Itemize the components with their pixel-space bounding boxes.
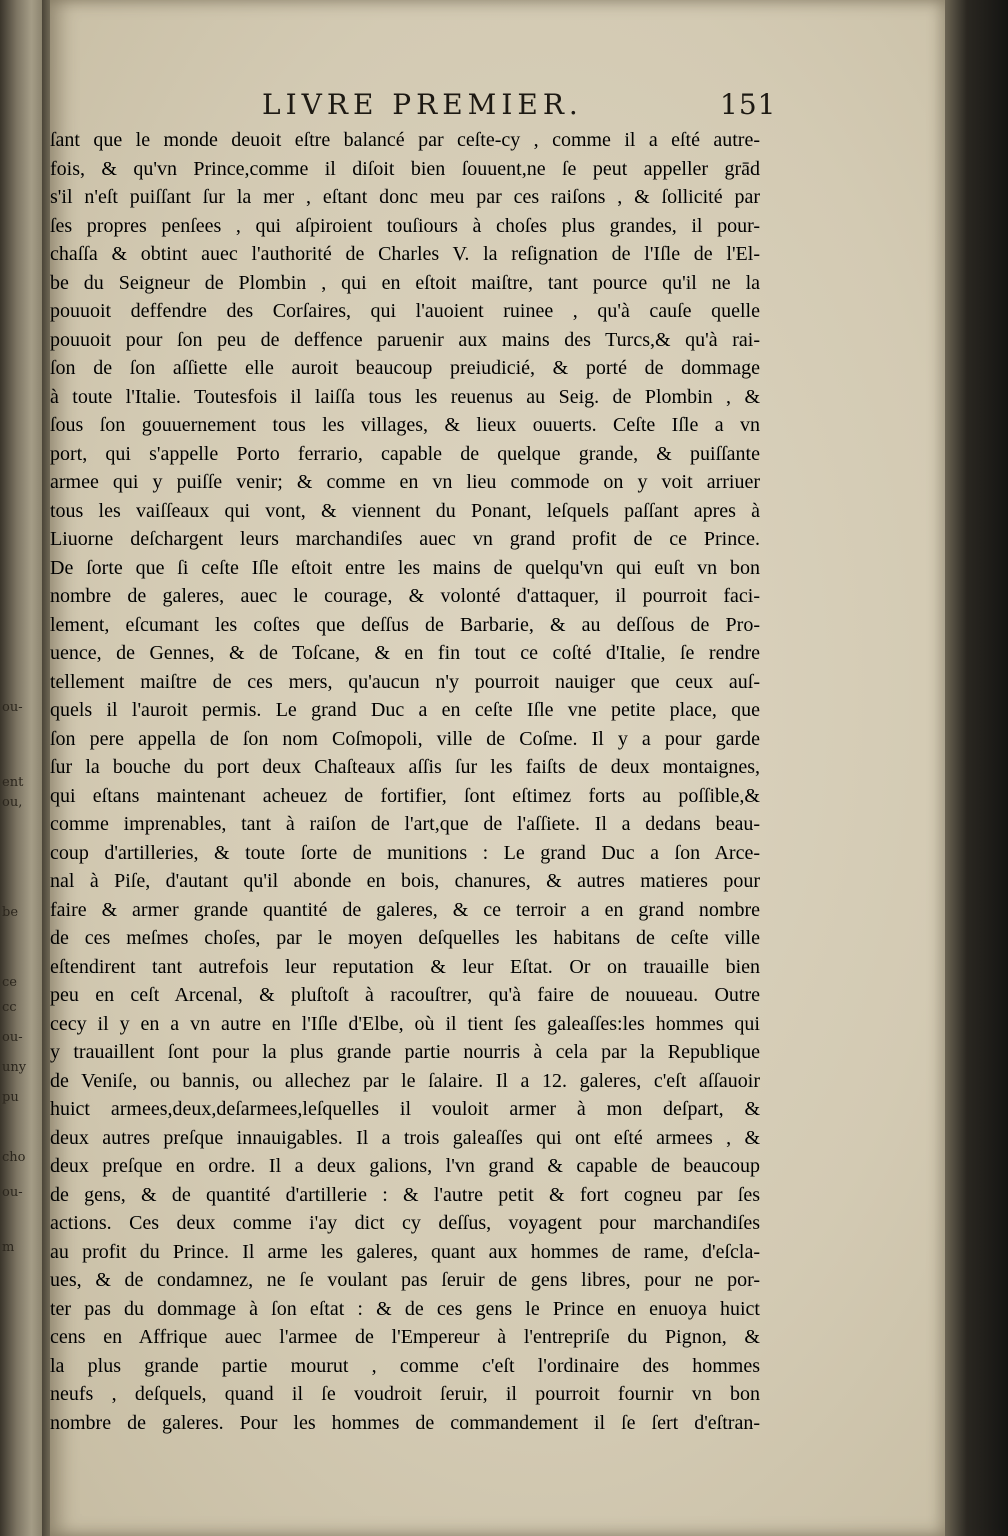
text-line: chaſſa & obtint auec l'authorité de Charles V. la reſignation de l'Iſle de l'El- — [50, 243, 760, 265]
text-line: ſon de ſon aſſiette elle auroit beaucoup preiudicié, & porté de dommage — [50, 357, 760, 379]
text-line: ter pas du dommage à ſon eſtat : & de ces gens le Prince en enuoya huict — [50, 1297, 760, 1320]
facing-page-fragment: ent — [2, 775, 24, 790]
text-line: de gens, & de quantité d'artillerie : & l'autre petit & fort cogneu par ſes — [50, 1183, 760, 1206]
facing-page-fragment: ou- — [2, 1030, 23, 1045]
text-line: tous les vaiſſeaux qui vont, & viennent du Ponant, leſquels paſſant apres à — [50, 499, 760, 522]
text-line: quels il l'auroit permis. Le grand Duc a en ceſte Iſle vne petite place, que — [50, 699, 760, 721]
text-line: tellement maiſtre de ces mers, qu'aucun n'y pourroit nauiger que ceux auſ- — [50, 670, 760, 693]
text-line: port, qui s'appelle Porto ferrario, capable de quelque grande, & puiſſante — [50, 442, 760, 465]
text-line: à toute l'Italie. Toutesfois il laiſſa tous les reuenus au Seig. de Plombin , & — [50, 385, 760, 408]
text-line: lement, eſcumant les coſtes que deſſus de Barbarie, & au deſſous de Pro- — [50, 613, 760, 636]
text-line: deux autres preſque innauigables. Il a trois galeaſſes qui ont eſté armees , & — [50, 1126, 760, 1149]
text-line: la plus grande partie mourut , comme c'eſt l'ordinaire des hommes — [50, 1354, 760, 1377]
facing-page-fragment: cc — [2, 1000, 17, 1015]
text-line: cens en Affrique auec l'armee de l'Empereur à l'entrepriſe du Pignon, & — [50, 1326, 760, 1348]
text-line: uence, de Gennes, & de Toſcane, & en fin tout ce coſté d'Italie, ſe rendre — [50, 642, 760, 664]
text-line: be du Seigneur de Plombin , qui en eſtoit maiſtre, tant pource qu'il ne la — [50, 271, 760, 294]
text-line: pouuoit pour ſon peu de deffence paruenir aux mains des Turcs,& qu'à rai- — [50, 328, 760, 351]
facing-page-fragment: be — [2, 905, 19, 920]
facing-page-edge — [0, 0, 42, 1536]
text-line: armee qui y puiſſe venir; & comme en vn lieu commode on y voit arriuer — [50, 471, 760, 493]
facing-page-fragment: ce — [2, 975, 17, 990]
text-line: pouuoit deffendre des Corſaires, qui l'auoient ruinee , qu'à cauſe quelle — [50, 300, 760, 322]
text-block — [50, 126, 760, 1437]
text-line: ues, & de condamnez, ne ſe voulant pas ſeruir de gens libres, pour ne por- — [50, 1269, 760, 1291]
book-page — [50, 0, 945, 1536]
text-line: de Veniſe, ou bannis, ou allechez par le ſalaire. Il a 12. galeres, c'eſt aſſauoir — [50, 1069, 760, 1092]
text-line: comme imprenables, tant à raiſon de l'art,que de l'aſſiete. Il a dedans beau- — [50, 813, 760, 835]
facing-page-fragment: m — [2, 1240, 15, 1255]
running-title: LIVRE PREMIER. — [262, 88, 583, 121]
text-line: actions. Ces deux comme i'ay dict cy deſſus, voyagent pour marchandiſes — [50, 1212, 760, 1234]
text-line: huict armees,deux,deſarmees,leſquelles il vouloit armer à mon deſpart, & — [50, 1098, 760, 1120]
book-gutter — [42, 0, 50, 1536]
text-line: de ces meſmes choſes, par le moyen deſquelles les habitans de ceſte ville — [50, 927, 760, 949]
text-line: fois, & qu'vn Prince,comme il diſoit bien ſouuent,ne ſe peut appeller grād — [50, 157, 760, 180]
text-line: ſon pere appella de ſon nom Coſmopoli, ville de Coſme. Il y a pour garde — [50, 727, 760, 750]
facing-page-fragment: cho — [2, 1150, 26, 1165]
text-line: cecy il y en a vn autre en l'Iſle d'Elbe, où il tient ſes galeaſſes:les hommes qui — [50, 1012, 760, 1035]
text-line: nombre de galeres. Pour les hommes de commandement il ſe ſert d'eſtran- — [50, 1411, 760, 1434]
text-line: faire & armer grande quantité de galeres, & ce terroir a en grand nombre — [50, 898, 760, 921]
text-line: coup d'artilleries, & toute ſorte de munitions : Le grand Duc a ſon Arce- — [50, 841, 760, 864]
facing-page-fragment: pu — [2, 1090, 19, 1105]
text-line: au profit du Prince. Il arme les galeres, quant aux hommes de rame, d'eſcla- — [50, 1240, 760, 1263]
page-header — [50, 88, 945, 124]
text-line: nombre de galeres, auec le courage, & volonté d'attaquer, il pourroit faci- — [50, 585, 760, 607]
text-line: y trauaillent ſont pour la plus grande partie nourris à cela par la Republique — [50, 1041, 760, 1063]
page-edge-shadow — [945, 0, 1008, 1536]
page-number: 151 — [720, 88, 777, 121]
text-line: ſur la bouche du port deux Chaſteaux aſſis ſur les faiſts de deux montaignes, — [50, 756, 760, 778]
text-line: s'il n'eſt puiſſant ſur la mer , eſtant donc meu par ces raiſons , & ſollicité par — [50, 186, 760, 208]
text-line: qui eſtans maintenant acheuez de fortifier, ſont eſtimez forts au poſſible,& — [50, 784, 760, 807]
text-line: ſous ſon gouuernement tous les villages, & lieux ouuerts. Ceſte Iſle a vn — [50, 414, 760, 436]
text-line: neufs , deſquels, quand il ſe voudroit ſeruir, il pourroit fournir vn bon — [50, 1383, 760, 1405]
text-line: Liuorne deſchargent leurs marchandiſes auec vn grand profit de ce Prince. — [50, 528, 760, 550]
facing-page-fragment: uny — [2, 1060, 27, 1075]
text-line: ſes propres penſees , qui aſpiroient touſiours à choſes plus grandes, il pour- — [50, 214, 760, 237]
facing-page-fragment: ou- — [2, 700, 23, 715]
text-line: ſant que le monde deuoit eſtre balancé par ceſte-cy , comme il a eſté autre- — [50, 129, 760, 151]
text-line: nal à Piſe, d'autant qu'il abonde en bois, chanures, & autres matieres pour — [50, 870, 760, 892]
text-line: peu en ceſt Arcenal, & pluſtoſt à racouſtrer, qu'à faire de nouueau. Outre — [50, 984, 760, 1006]
text-line: deux preſque en ordre. Il a deux galions, l'vn grand & capable de beaucoup — [50, 1155, 760, 1177]
facing-page-fragment: ou- — [2, 1185, 23, 1200]
text-line: De ſorte que ſi ceſte Iſle eſtoit entre les mains de quelqu'vn qui euſt vn bon — [50, 556, 760, 579]
facing-page-fragment: ou, — [2, 795, 23, 810]
text-line: eſtendirent tant autrefois leur reputation & leur Eſtat. Or on trauaille bien — [50, 955, 760, 978]
